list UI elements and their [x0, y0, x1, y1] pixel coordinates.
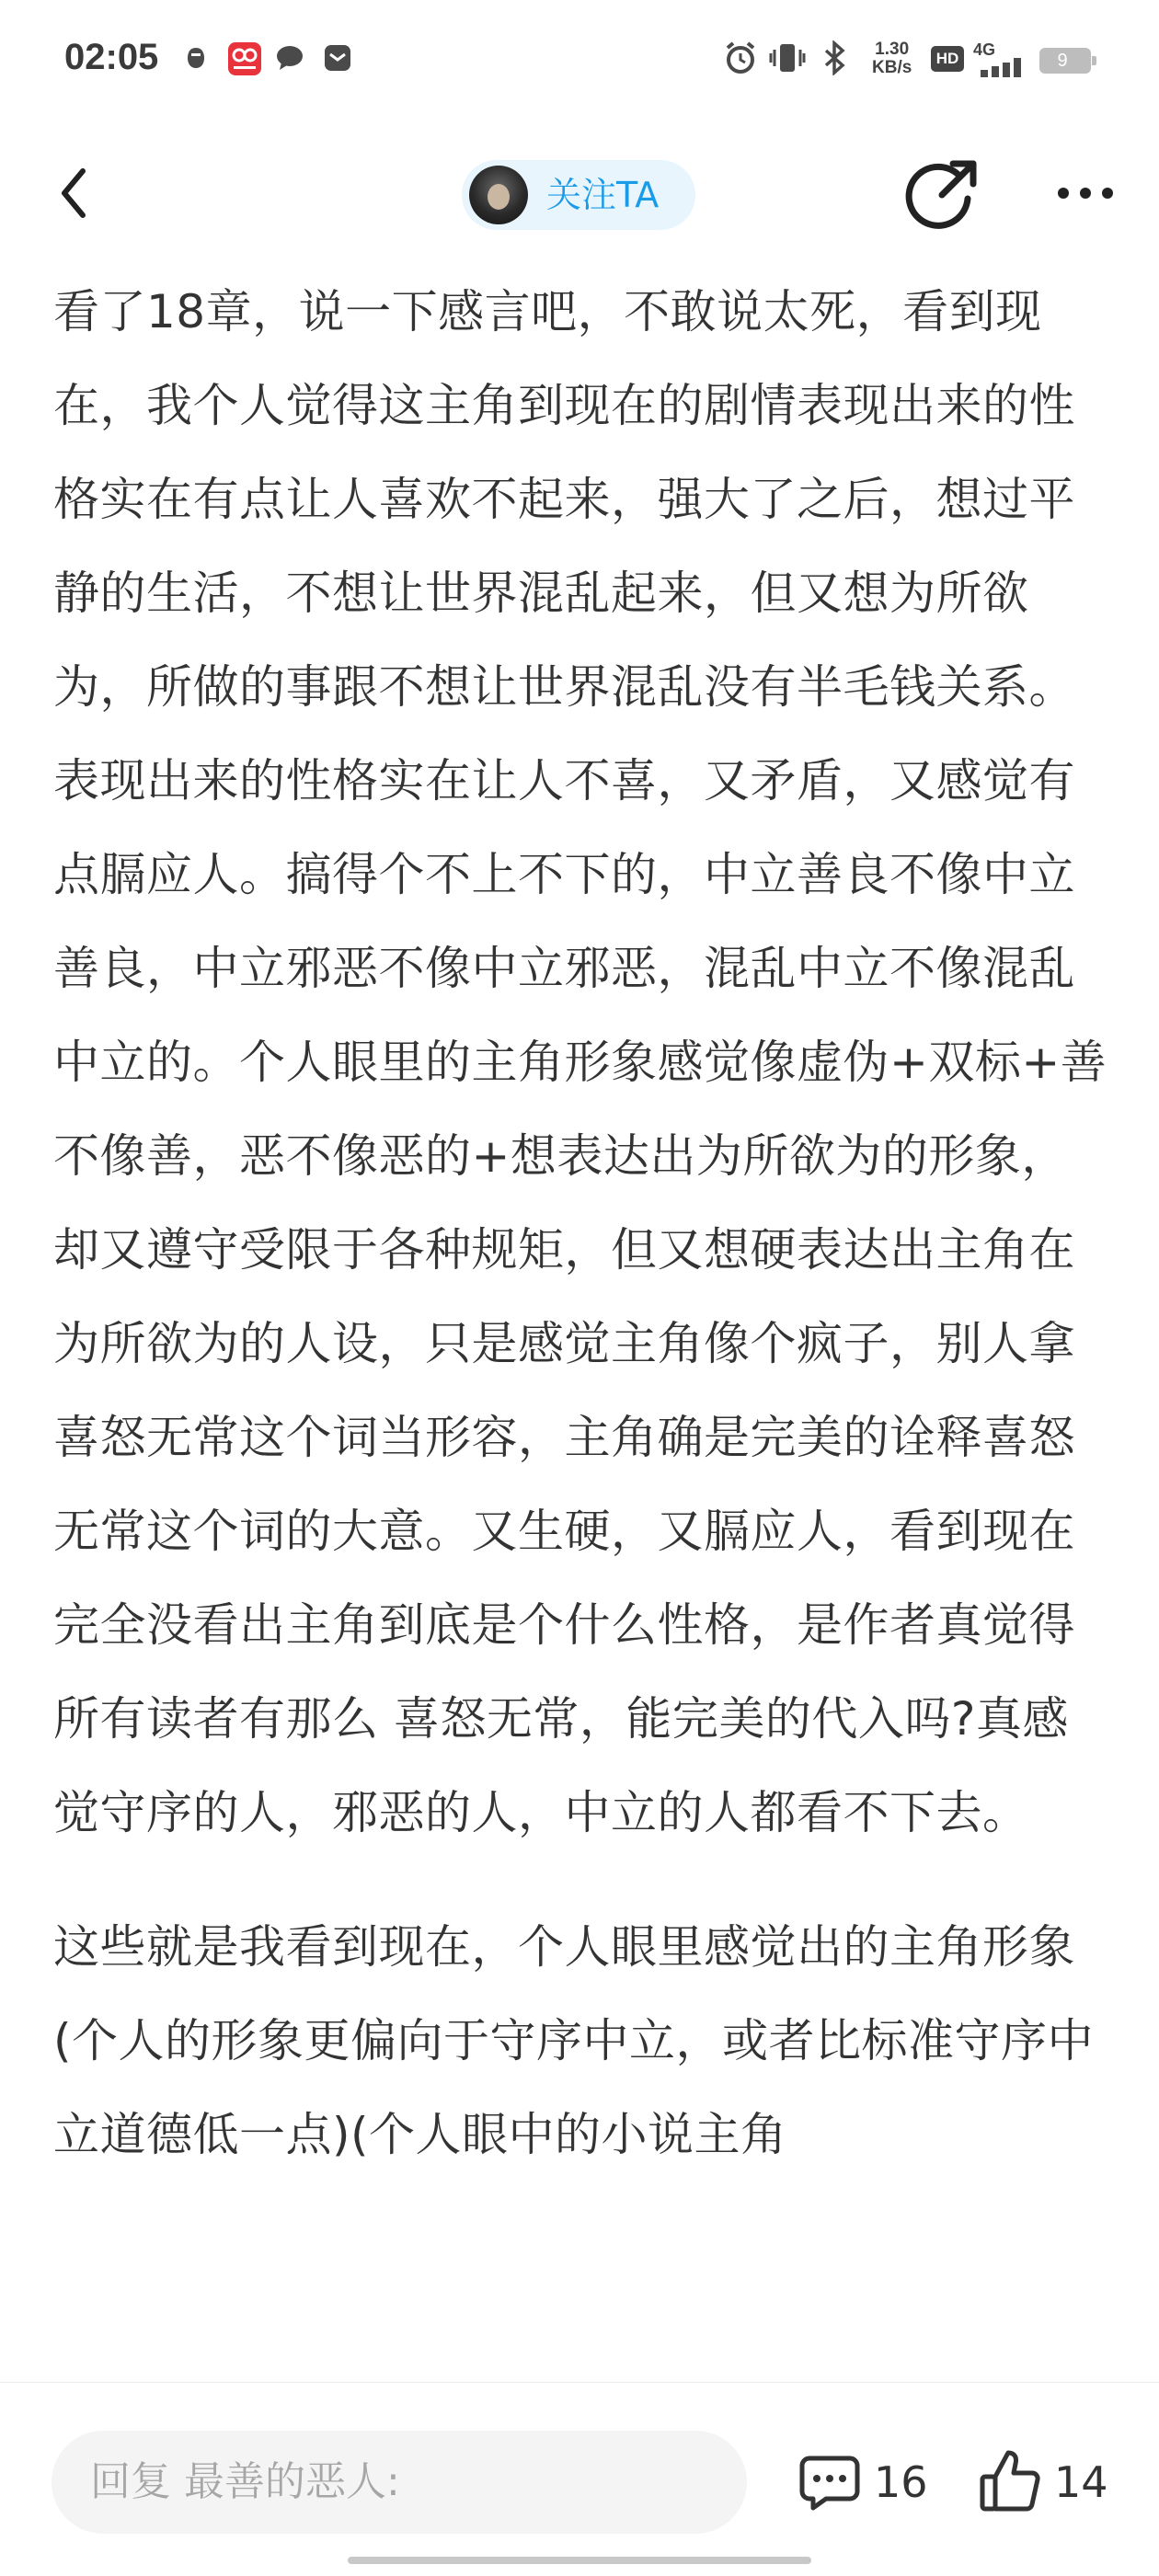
- share-icon[interactable]: [901, 155, 984, 234]
- chat-bubble-icon: [274, 42, 305, 74]
- status-time: 02:05: [64, 37, 159, 77]
- more-dots-icon[interactable]: [1049, 166, 1122, 221]
- shopping-app-icon: [226, 40, 263, 77]
- bottom-action-bar: [0, 2382, 1159, 2576]
- post-paragraph-2: 这些就是我看到现在，个人眼里感觉出的主角形象(个人的形象更偏向于守序中立，或者比标准守序中立道德低一点)(个人眼中的小说主角: [53, 1920, 1095, 2161]
- like-count: 14: [1054, 2457, 1108, 2507]
- follow-label: 关注TA: [546, 175, 660, 215]
- battery-level: 9: [1057, 51, 1068, 71]
- back-chevron-icon[interactable]: [46, 158, 101, 228]
- network-type-label: 4G: [973, 40, 996, 59]
- post-content: [53, 265, 1111, 2181]
- reply-placeholder: 回复 最善的恶人:: [90, 2458, 400, 2505]
- hd-voice-badge: HD: [931, 46, 964, 72]
- battery-tip: [1092, 56, 1096, 65]
- reply-input[interactable]: [52, 2431, 747, 2534]
- post-paragraph-1: 看了18章，说一下感言吧，不敢说太死，看到现在，我个人觉得这主角到现在的剧情表现出来的性格实在有点让人喜欢不起来，强大了之后，想过平静的生活，不想让世界混乱起来，但又想为所欲为，所做的事跟不想让世界混乱没有半毛钱关系。表现出来的性格实在让人不喜，又矛盾，又感觉有点膈应人。搞得个不上不下的，中立善良不像中立善良，中立邪恶不像中立邪恶，混乱中立不像混乱中立的。个人眼里的主角形象感觉像虚伪+双标+善不像善，恶不像恶的+想表达出为所欲为的形象，却又遵守受限于各种规矩，但又想硬表达出主角在为所欲为的人设，只是感觉主角像个疯子，别人拿喜怒无常这个词当形容，主角确是完美的诠释喜怒无常这个词的大意。又生硬，又膈应人，看到现在完全没看出主角到底是个什么性格，是作者真觉得所有读者有那么 喜怒无常，能完美的代入吗?真感觉守序的人，邪恶的人，中立的人都看不下去。: [53, 285, 1107, 1839]
- top-nav-bar: [0, 138, 1159, 248]
- thumbs-up-icon: [977, 2445, 1043, 2515]
- network-speed: [872, 40, 912, 77]
- comment-icon: [797, 2449, 863, 2515]
- battery-icon: [1039, 48, 1091, 74]
- network-speed-unit: KB/s: [872, 58, 912, 77]
- message-app-icon: [322, 42, 353, 74]
- vibrate-icon: [769, 40, 806, 75]
- signal-strength-icon: [977, 57, 1028, 77]
- comment-button[interactable]: [797, 2449, 962, 2515]
- author-avatar[interactable]: [469, 166, 528, 224]
- home-indicator[interactable]: [348, 2557, 811, 2564]
- like-button[interactable]: [977, 2445, 1133, 2515]
- app-notification-icon: [180, 42, 212, 74]
- bluetooth-icon: [819, 40, 850, 75]
- status-bar: [0, 0, 1159, 120]
- comment-count: 16: [874, 2457, 928, 2507]
- alarm-icon: [723, 40, 758, 75]
- follow-author-button[interactable]: [462, 160, 695, 230]
- network-speed-value: 1.30: [875, 40, 910, 59]
